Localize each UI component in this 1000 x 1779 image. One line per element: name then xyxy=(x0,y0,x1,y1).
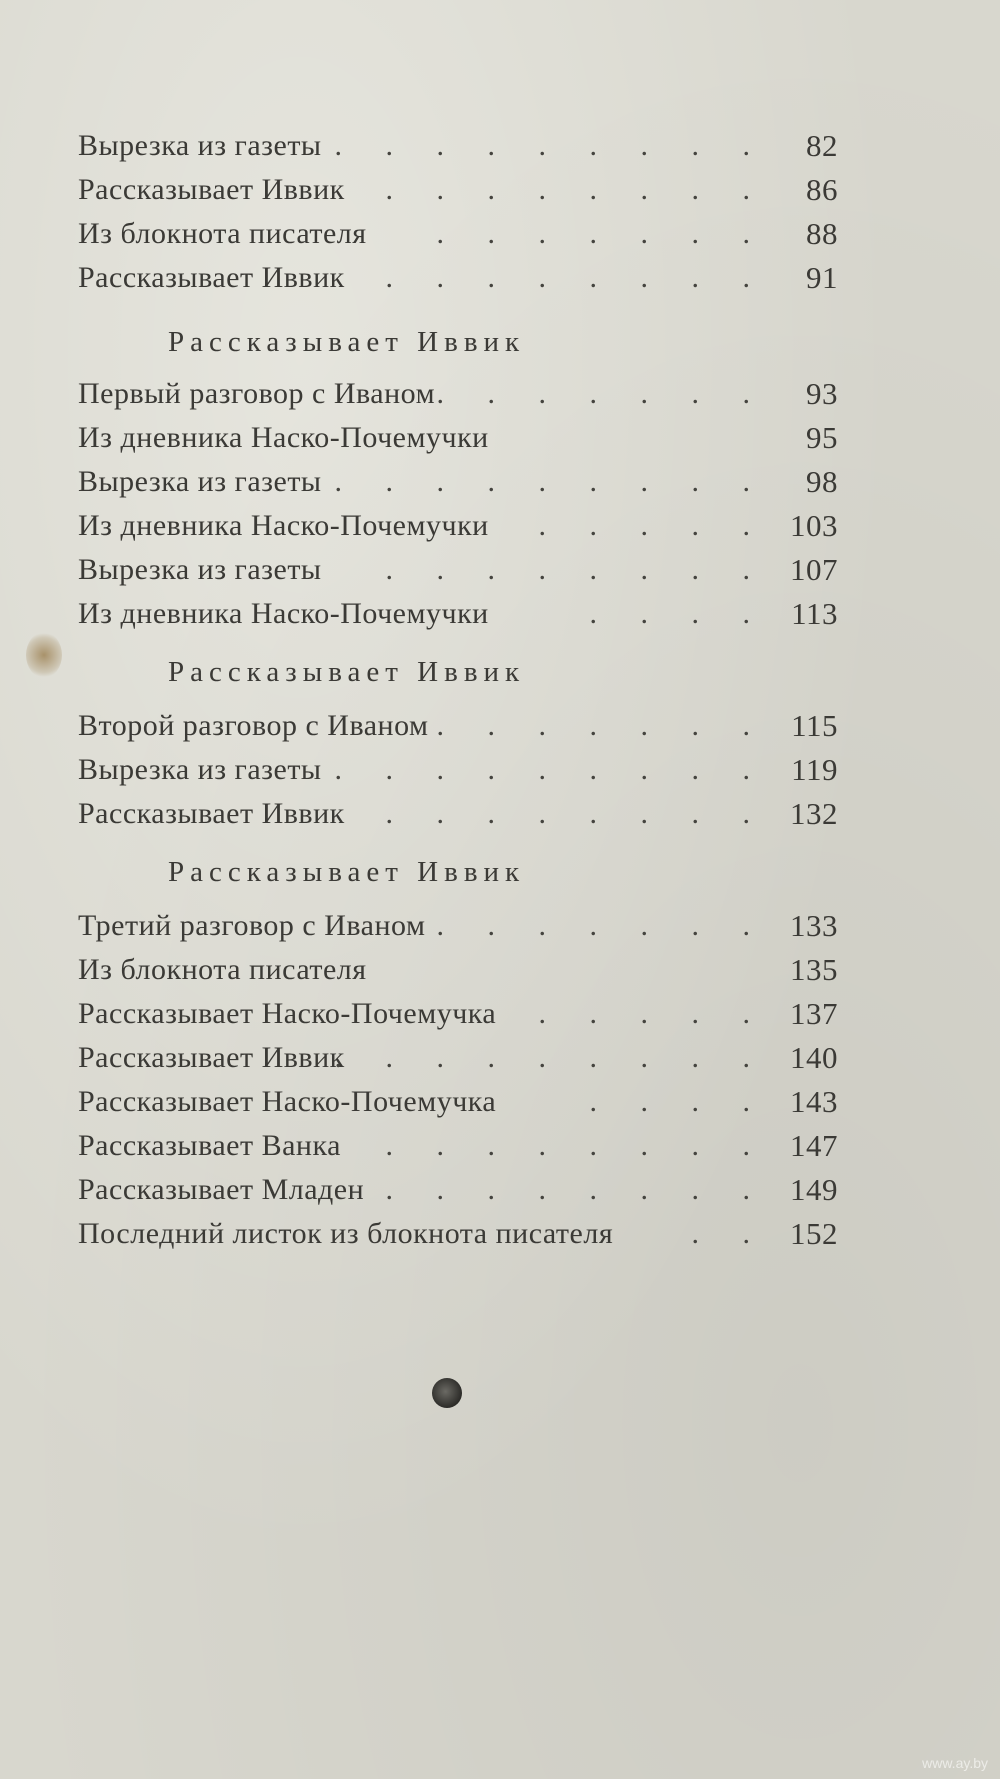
toc-entry-title: Второй разговор с Иваном xyxy=(78,709,429,742)
toc-entry-title: Вырезка из газеты xyxy=(78,465,322,498)
leader-dots: . . . . . . . xyxy=(436,377,768,410)
leader-dots: . . . . . . . . . xyxy=(334,465,768,498)
toc-entry-page: 91 xyxy=(806,260,838,295)
toc-entry xyxy=(78,372,838,416)
toc-entry-title: Из блокнота писателя xyxy=(78,217,367,250)
toc-entry-page: 119 xyxy=(791,752,838,787)
toc-entry-page: 93 xyxy=(806,376,838,411)
toc-entry-title: Из дневника Наско-Почемучки xyxy=(78,597,489,630)
toc-entry xyxy=(78,1212,838,1256)
leader-dots: . . . . . . . . . xyxy=(334,1041,768,1074)
watermark: www.ay.by xyxy=(922,1755,988,1771)
toc-entry-page: 149 xyxy=(790,1172,838,1207)
toc-entry-title: Из дневника Наско-Почемучки xyxy=(78,509,489,542)
leader-dots: . . . . . xyxy=(538,509,768,542)
toc-entry-page: 95 xyxy=(806,420,838,455)
leader-dots: . . . . . . . . xyxy=(385,173,768,206)
leader-dots: . . . . . . . xyxy=(436,217,768,250)
toc-entry-page: 115 xyxy=(791,708,838,743)
toc-entry xyxy=(78,1124,838,1168)
toc-entry-page: 137 xyxy=(790,996,838,1031)
toc-entry xyxy=(78,1168,838,1212)
toc-entry-title: Первый разговор с Иваном xyxy=(78,377,436,410)
section-heading: Рассказывает Иввик xyxy=(168,656,526,688)
leader-dots: . . . . . . . . xyxy=(385,553,768,586)
paper-stain xyxy=(26,632,62,678)
toc-entry-title: Вырезка из газеты xyxy=(78,753,322,786)
leader-dots: . . . . xyxy=(589,1085,768,1118)
toc-entry xyxy=(78,548,838,592)
toc-entry-page: 113 xyxy=(791,596,838,631)
leader-dots: . . . . . . . xyxy=(436,709,768,742)
toc-entry xyxy=(78,748,838,792)
toc-entry xyxy=(78,948,838,992)
leader-dots: . . . . . . . . . xyxy=(334,753,768,786)
toc-entry xyxy=(78,460,838,504)
toc-entry xyxy=(78,416,838,460)
section-heading: Рассказывает Иввик xyxy=(168,856,526,888)
leader-dots: . . . . . . . . xyxy=(385,261,768,294)
leader-dots: . . . . . . . xyxy=(436,909,768,942)
toc-entry-page: 132 xyxy=(790,796,838,831)
toc-entry-page: 103 xyxy=(790,508,838,543)
toc-entry-title: Из блокнота писателя xyxy=(78,953,367,986)
leader-dots: . . . . . . . . . xyxy=(334,129,768,162)
toc-entry-page: 98 xyxy=(806,464,838,499)
toc-entry xyxy=(78,1080,838,1124)
toc-entry xyxy=(78,504,838,548)
toc-entry xyxy=(78,592,838,636)
toc-entry-title: Рассказывает Ванка xyxy=(78,1129,341,1162)
toc-entry xyxy=(78,1036,838,1080)
toc-entry-title: Рассказывает Иввик xyxy=(78,173,345,206)
toc-entry-page: 140 xyxy=(790,1040,838,1075)
toc-entry xyxy=(78,168,838,212)
toc-entry-page: 107 xyxy=(790,552,838,587)
toc-entry-title: Рассказывает Иввик xyxy=(78,261,345,294)
toc-entry-title: Рассказывает Младен xyxy=(78,1173,365,1206)
toc-entry-title: Из дневника Наско-Почемучки xyxy=(78,421,489,454)
toc-entry-page: 147 xyxy=(790,1128,838,1163)
leader-dots: . . . . xyxy=(589,597,768,630)
leader-dots: . . xyxy=(691,1217,768,1250)
leader-dots: . . . . . . . . xyxy=(385,797,768,830)
toc-entry xyxy=(78,256,838,300)
toc-entry xyxy=(78,904,838,948)
toc-entry xyxy=(78,124,838,168)
toc-entry-page: 135 xyxy=(790,952,838,987)
toc-entry xyxy=(78,992,838,1036)
toc-entry-page: 88 xyxy=(806,216,838,251)
toc-entry-title: Последний листок из блокнота писателя xyxy=(78,1217,614,1250)
toc-entry xyxy=(78,704,838,748)
toc-entry xyxy=(78,792,838,836)
toc-entry-title: Рассказывает Наско-Почемучка xyxy=(78,1085,497,1118)
toc-entry-page: 133 xyxy=(790,908,838,943)
toc-entry-title: Рассказывает Иввик xyxy=(78,1041,345,1074)
toc-entry-page: 86 xyxy=(806,172,838,207)
section-heading: Рассказывает Иввик xyxy=(168,326,526,358)
leader-dots: . . . . . xyxy=(538,997,768,1030)
ornament-dot xyxy=(432,1378,462,1408)
toc-entry-page: 152 xyxy=(790,1216,838,1251)
toc-entry xyxy=(78,212,838,256)
toc-entry-title: Рассказывает Иввик xyxy=(78,797,345,830)
leader-dots: . . . . . . . . xyxy=(385,1129,768,1162)
toc-entry-title: Вырезка из газеты xyxy=(78,553,322,586)
leader-dots: . . . . . . . . xyxy=(385,1173,768,1206)
toc-entry-title: Третий разговор с Иваном xyxy=(78,909,426,942)
toc-entry-page: 82 xyxy=(806,128,838,163)
toc-entry-page: 143 xyxy=(790,1084,838,1119)
toc-entry-title: Рассказывает Наско-Почемучка xyxy=(78,997,497,1030)
toc-entry-title: Вырезка из газеты xyxy=(78,129,322,162)
